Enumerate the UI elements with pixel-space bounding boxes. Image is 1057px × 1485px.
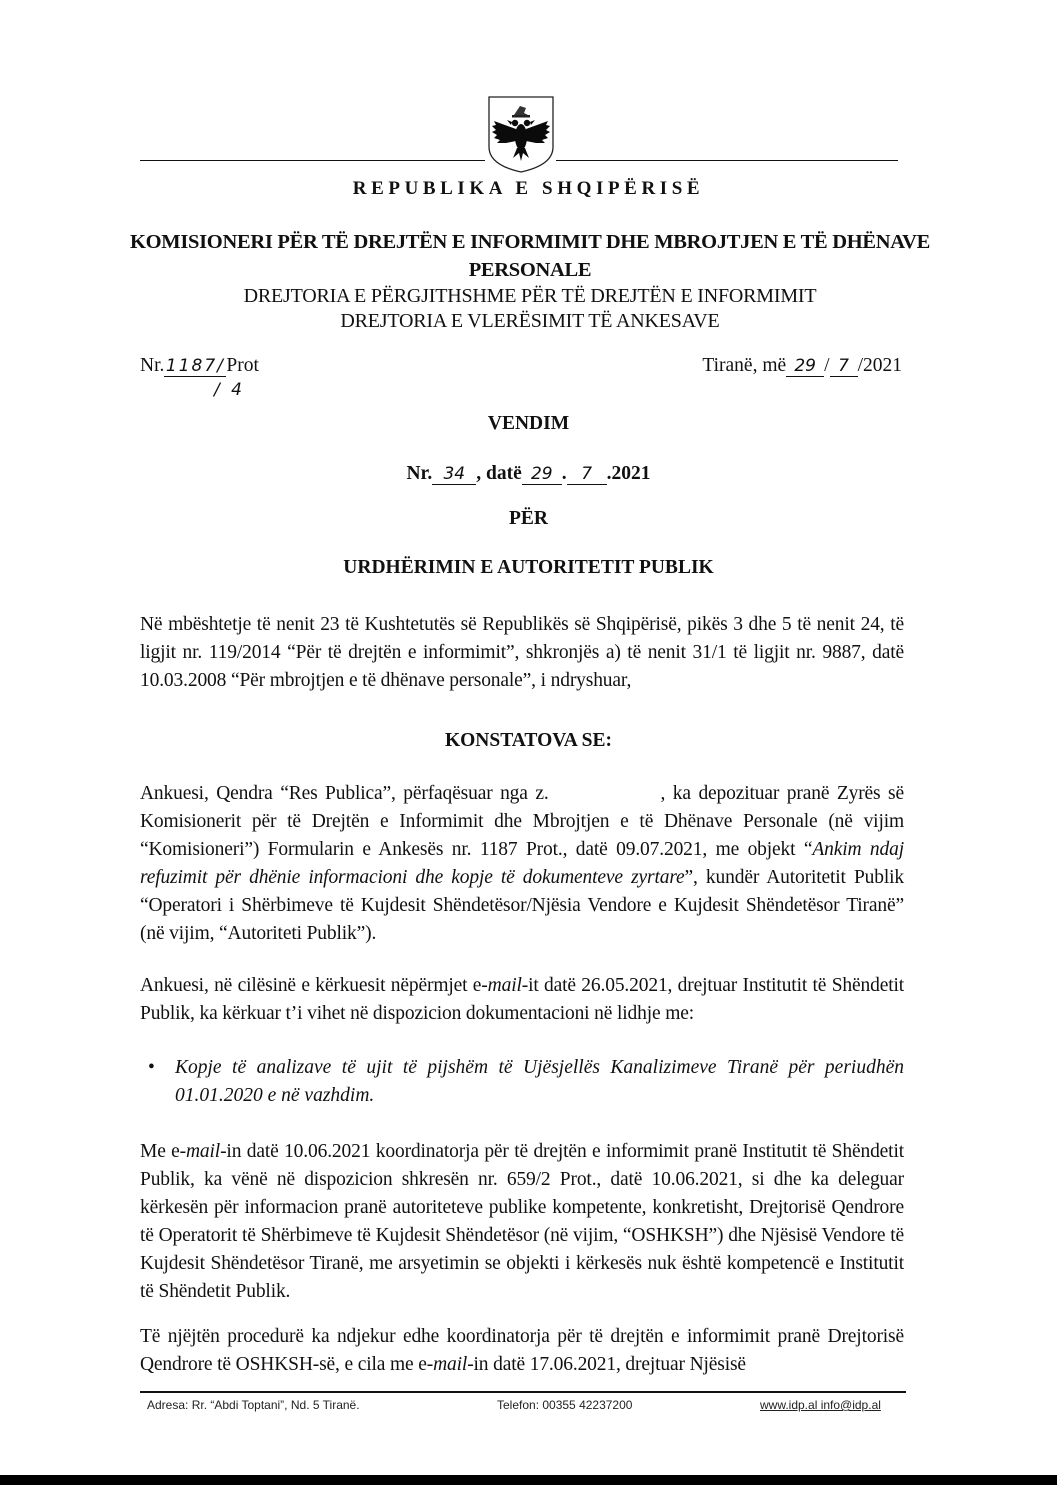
directorate-appeals: DREJTORIA E VLERËSIMIT TË ANKESAVE — [340, 310, 720, 332]
complaint-paragraph — [140, 780, 904, 948]
request-text-b: -it datë 26.05.2021, drejtuar Institutit të Shëndetit Publik, ka kërkuar t’i vihet në dispozicion dokumentacioni në lidhje me: — [140, 975, 904, 1024]
decision-nr-prefix: Nr. — [406, 463, 433, 484]
footer-address: Adresa: Rr. “Abdi Toptani”, Nd. 5 Tiranë. — [147, 1398, 360, 1412]
decision-handwritten-day: 29 — [522, 464, 562, 485]
decision-handwritten-month: 7 — [567, 464, 607, 485]
protocol-number — [140, 355, 259, 377]
complaint-object: Ankim ndaj refuzimit për dhënie informacioni dhe kopje të dokumenteve zyrtare — [140, 839, 904, 888]
decision-handwritten-number: 34 — [432, 464, 476, 485]
place-prefix: Tiranë, më — [702, 355, 787, 376]
bullet-text: Kopje të analizave të ujit të pijshëm të Ujësjellës Kanalizimeve Tiranë për periudhën 01.01.2020 e në vazhdim. — [175, 1057, 904, 1106]
legal-basis-paragraph: Në mbështetje të nenit 23 të Kushtetutës së Republikës së Shqipërisë, pikës 3 dhe 5 të nenit 24, të ligjit nr. 119/2014 “Për të drejtën e informimit”, shkronjës a) të nenit 31/1 të ligjit nr. 9887, datë 10.03.2008 “Për mbrojtjen e të dhënave personale”, i ndryshuar, — [140, 614, 904, 691]
complaint-text-b: , ka depozituar pranë Zyrës së Komisionerit për të Drejtën e Informimit dhe Mbrojtjen e të Dhënave Personale (në vijim “Komisioneri”) Formularin e Ankesës nr. 1187 Prot., datë 09.07.2021, me objekt “ — [140, 783, 904, 860]
footer-rule — [140, 1391, 906, 1393]
procedure-email-word: mail — [433, 1354, 468, 1375]
handwritten-day: 29 — [786, 356, 824, 377]
albanian-coat-of-arms-icon — [486, 95, 556, 173]
place-date: Tiranë, më 29 / 7 /2021 — [702, 355, 902, 376]
procedure-text-a: Të njëjtën procedurë ka ndjekur edhe koordinatorja për të drejtën e informimit pranë Drejtorisë Qendrore të OSHKSH-së, e cila me e- — [140, 1326, 904, 1375]
handwritten-month: 7 — [830, 356, 858, 377]
footer-web-link[interactable]: www.idp.al info@idp.al — [760, 1398, 881, 1412]
request-text-a: Ankuesi, në cilësinë e kërkuesit nëpërmjet e- — [140, 975, 488, 996]
procedure-text-b: -in datë 17.06.2021, drejtuar Njësisë — [467, 1354, 746, 1375]
directorate-block — [130, 284, 930, 334]
bullet-icon: • — [148, 1057, 155, 1078]
protocol-suffix: Prot — [226, 355, 259, 376]
complaint-text-c: ”, kundër Autoritetit Publik “Operatori i Shërbimeve të Kujdesit Shëndetësor/Njësia Vendore e Kujdesit Shëndetësor Tiranë” (në vijim, “Autoriteti Publik”). — [140, 867, 904, 944]
decision-for: PËR — [509, 508, 548, 529]
complaint-text-a: Ankuesi, Qendra “Res Publica”, përfaqësuar nga z. — [140, 783, 549, 804]
protocol-handwritten-number: 1187/ — [165, 356, 225, 376]
scan-edge-bar — [0, 1475, 1057, 1485]
protocol-sub-number: / 4 — [214, 380, 245, 400]
request-paragraph — [140, 972, 904, 1028]
delegation-text-b: -in datë 10.06.2021 koordinatorja për të drejtën e informimit pranë Institutit të Shëndetit Publik, ka vënë në dispozicion shkresën nr. 659/2 Prot., datë 10.06.2021, si dhe ka deleguar kërkesën për informacion pranë autoriteteve publike kompetente, konkretisht, Drejtorisë Qendrore të Operatorit të Shërbimeve të Kujdesit Shëndetësor (në vijim, “OSHKSH”) dhe Njësisë Vendore të Kujdesit Shëndetësor Tiranë, me arsyetimin se objekti i kërkesës nuk është kompetencë e Institutit të Shëndetit Publik. — [140, 1141, 904, 1302]
delegation-paragraph — [140, 1138, 904, 1306]
institution-name: KOMISIONERI PËR TË DREJTËN E INFORMIMIT DHE MBROJTJEN E TË DHËNAVE PERSONALE — [130, 231, 930, 281]
decision-year: .2021 — [606, 463, 651, 484]
delegation-text-a: Me e- — [140, 1141, 186, 1162]
decision-subject: URDHËRIMIN E AUTORITETIT PUBLIK — [343, 557, 714, 578]
header-rule-left — [140, 160, 485, 161]
header-rule-right — [556, 160, 898, 161]
findings-heading: KONSTATOVA SE: — [444, 730, 613, 751]
republic-title: REPUBLIKA E SHQIPËRISË — [352, 178, 705, 199]
footer-phone: Telefon: 00355 42237200 — [497, 1398, 633, 1412]
decision-number-line: Nr. 34 , datë 29 . 7 .2021 — [406, 463, 651, 484]
decision-date-prefix: , datë — [476, 463, 522, 484]
date-year: /2021 — [857, 355, 902, 376]
procedure-paragraph — [140, 1323, 904, 1379]
decision-title: VENDIM — [487, 413, 570, 434]
request-email-word: mail — [487, 975, 522, 996]
directorate-general: DREJTORIA E PËRGJITHSHME PËR TË DREJTËN E INFORMIMIT — [243, 285, 817, 307]
delegation-email-word: mail — [186, 1141, 221, 1162]
protocol-prefix: Nr. — [140, 355, 165, 376]
request-bullet-item — [148, 1054, 904, 1110]
